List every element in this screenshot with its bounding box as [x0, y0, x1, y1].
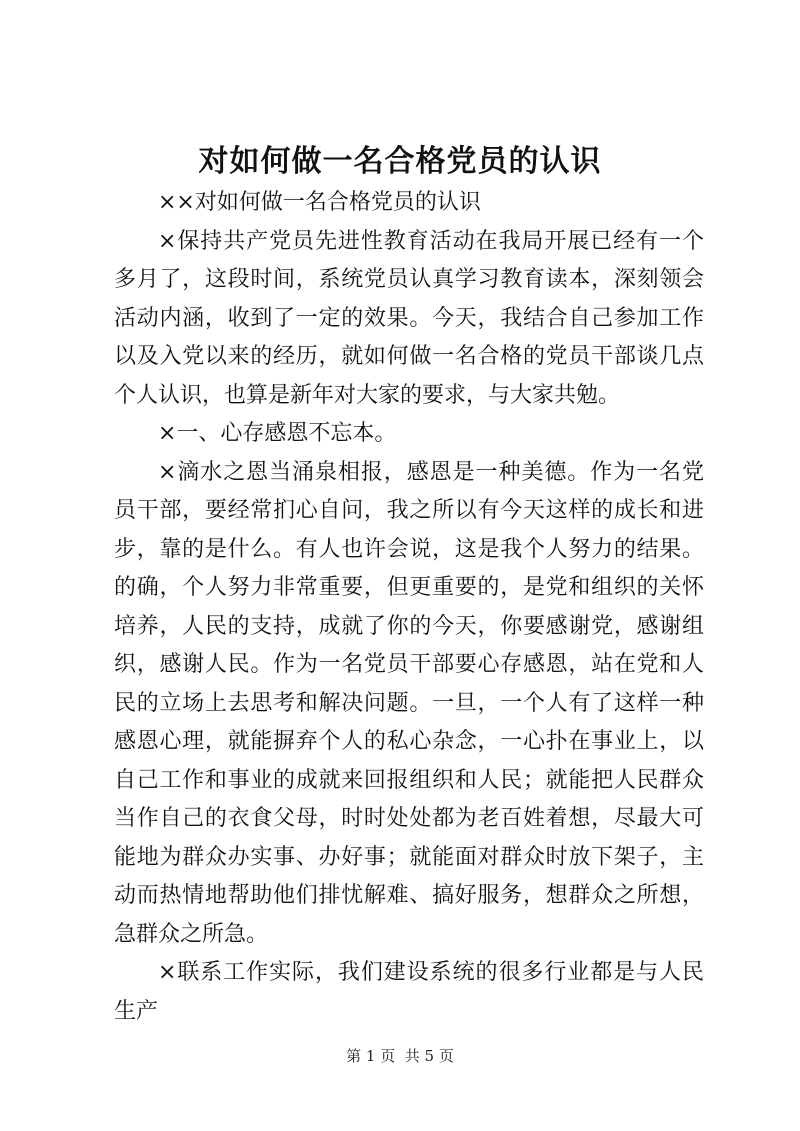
document-title: 对如何做一名合格党员的认识 — [198, 144, 602, 179]
page-footer — [0, 1046, 800, 1066]
page-number: 第 1 页 — [346, 1047, 396, 1065]
paragraph-intro: ×保持共产党员先进性教育活动在我局开展已经有一个多月了，这段时间，系统党员认真学习教育读本，深刻领会活动内涵，收到了一定的效果。今天，我结合自己参加工作以及入党以来的经历，就如何做一名合格的党员干部谈几点个人认识，也算是新年对大家的要求，与大家共勉。 — [114, 228, 704, 408]
page-total: 共 5 页 — [404, 1047, 454, 1065]
paragraph-section-heading: ×一、心存感恩不忘本。 — [158, 421, 397, 446]
paragraph-subtitle: ××对如何做一名合格党员的认识 — [158, 190, 481, 215]
paragraph-gratitude: ×滴水之恩当涌泉相报，感恩是一种美德。作为一名党员干部，要经常扪心自问，我之所以有今天这样的成长和进步，靠的是什么。有人也许会说，这是我个人努力的结果。的确，个人努力非常重要，但更重要的，是党和组织的关怀培养，人民的支持，成就了你的今天，你要感谢党，感谢组织，感谢人民。作为一名党员干部要心存感恩，站在党和人民的立场上去思考和解决问题。一旦，一个人有了这样一种感恩心理，就能摒弃个人的私心杂念，一心扑在事业上，以自己工作和事业的成就来回报组织和人民；就能把人民群众当作自己的衣食父母，时时处处都为老百姓着想，尽最大可能地为群众办实事、办好事；就能面对群众时放下架子，主动而热情地帮助他们排忧解难、搞好服务，想群众之所想，急群众之所急。 — [114, 459, 704, 947]
paragraph-work-practice: ×联系工作实际，我们建设系统的很多行业都是与人民生产 — [114, 960, 704, 1024]
document-body — [114, 184, 704, 1031]
